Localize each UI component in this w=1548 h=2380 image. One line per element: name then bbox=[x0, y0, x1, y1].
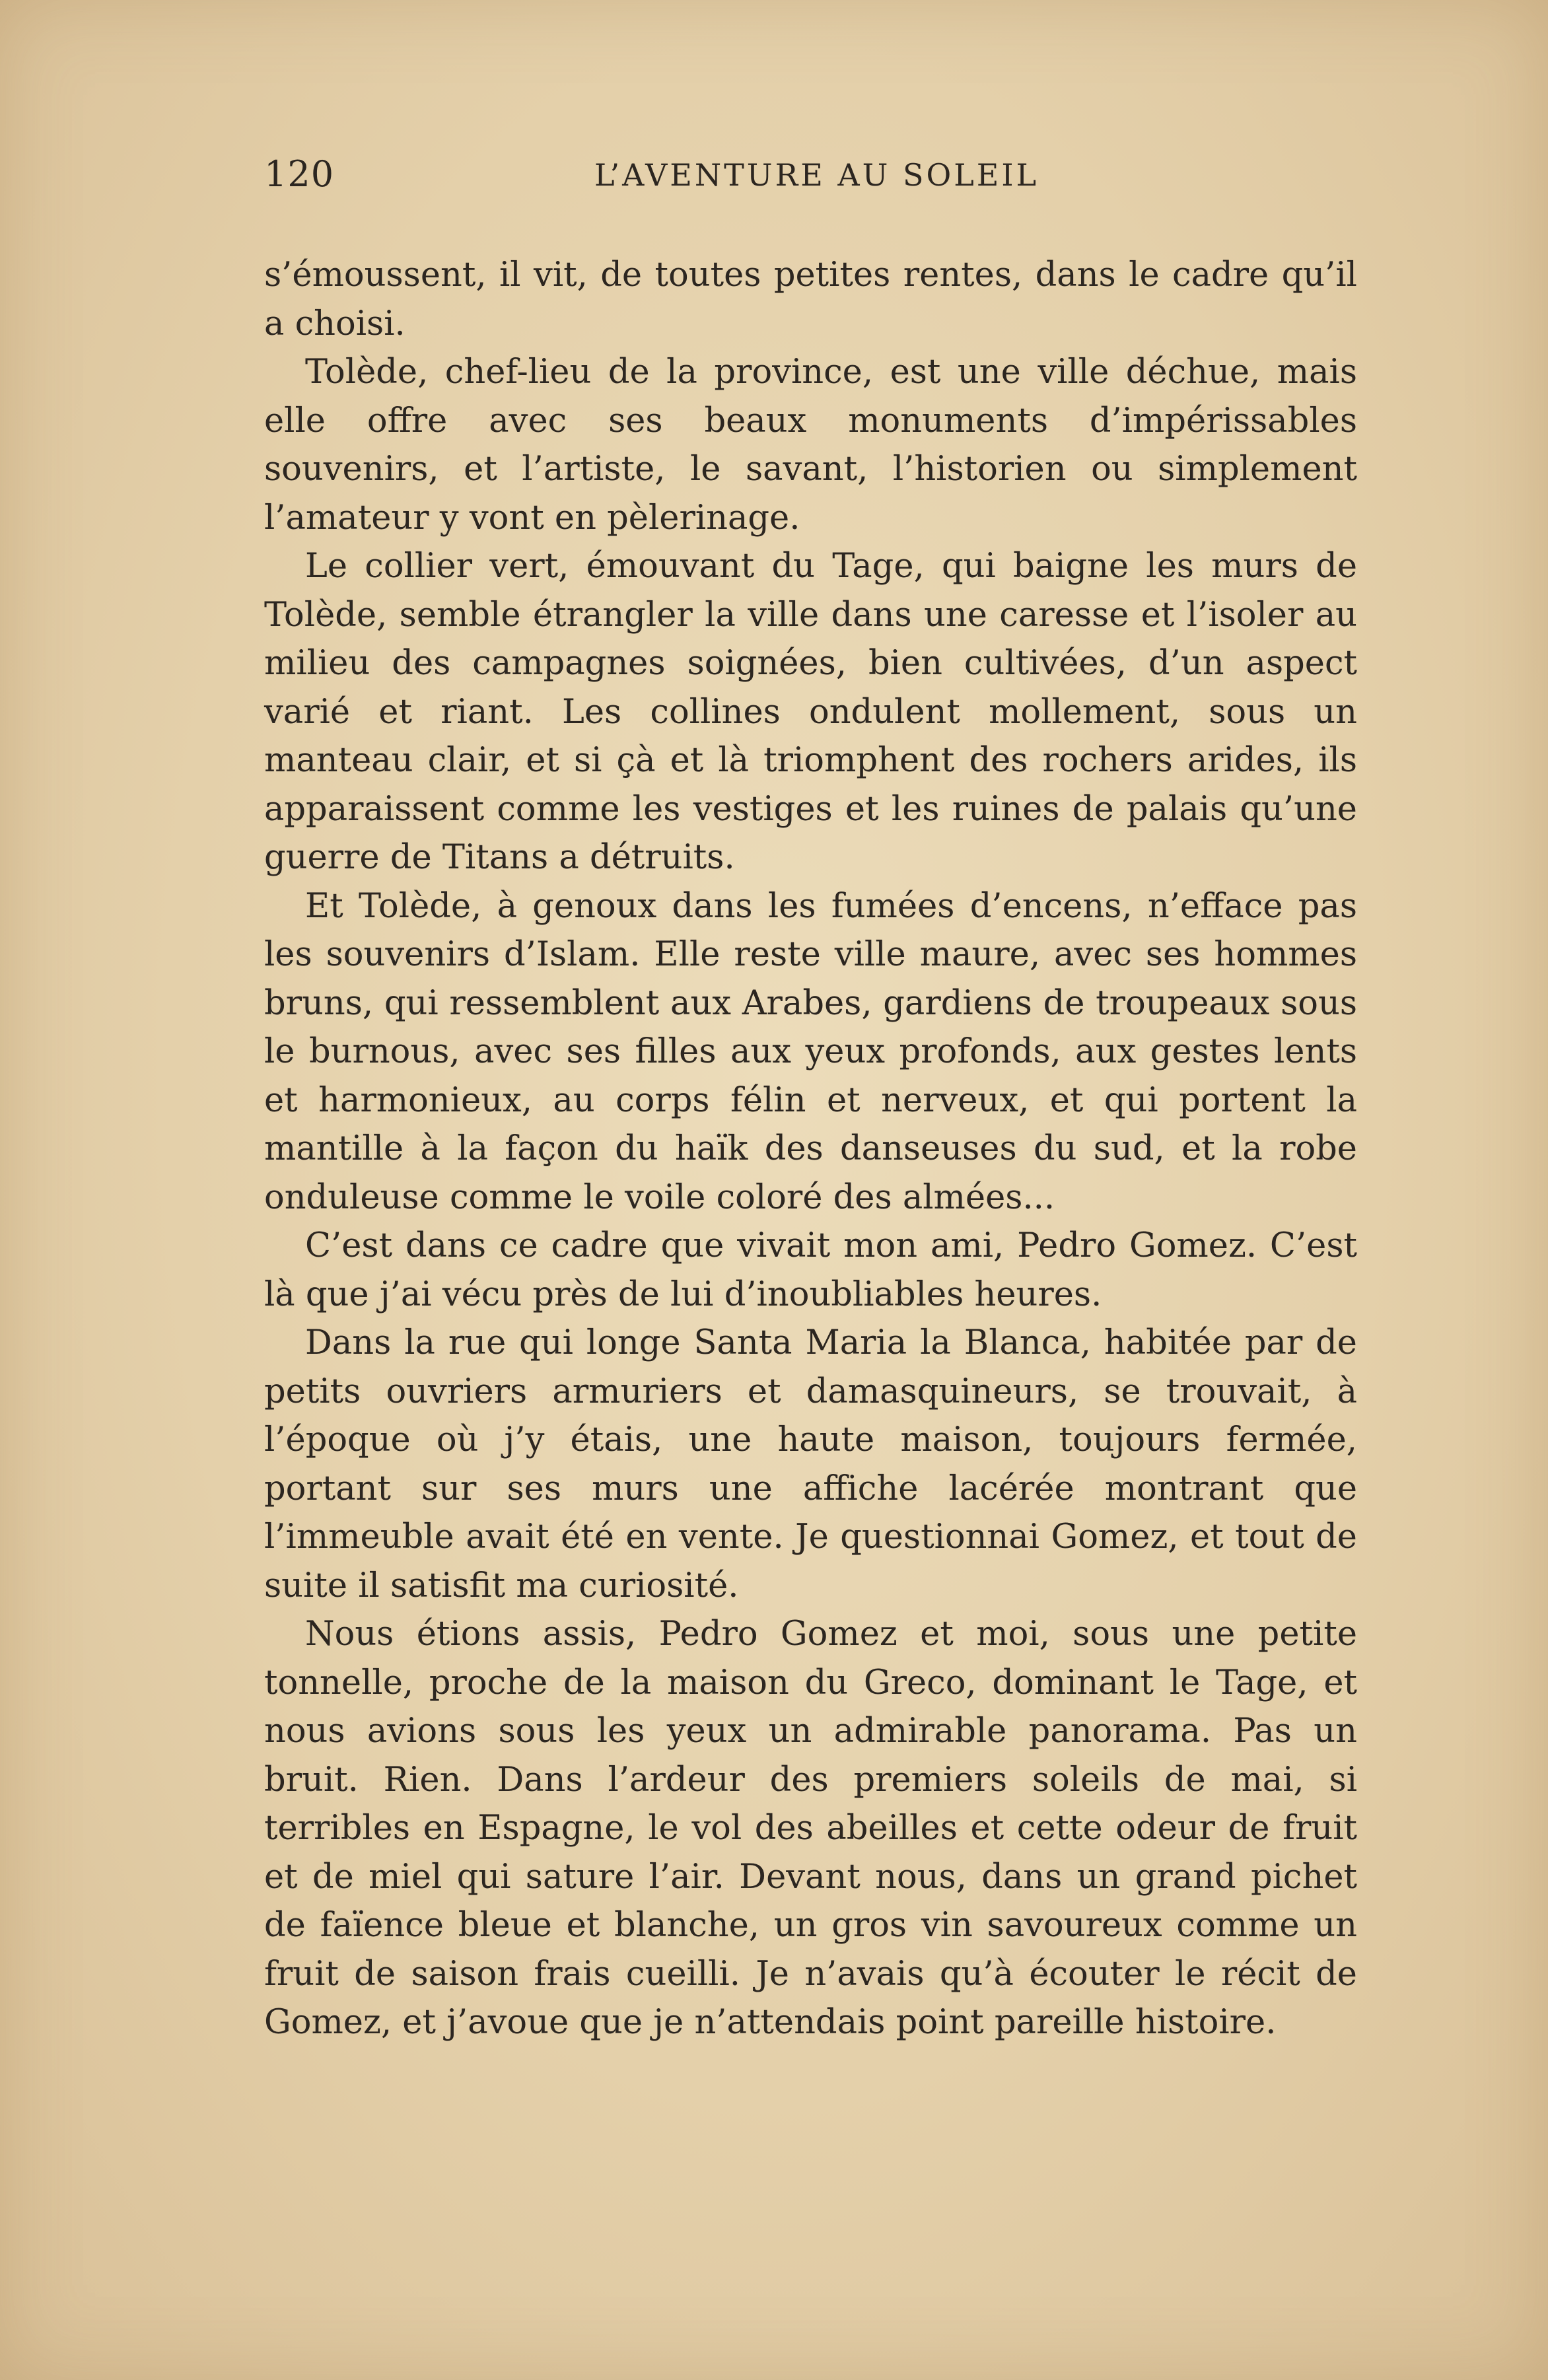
paragraph: C’est dans ce cadre que vivait mon ami, Pedro Gomez. C’est là que j’ai vécu près de lui d’inoubliables heures. bbox=[264, 1226, 1357, 1314]
running-head bbox=[264, 153, 1357, 199]
paragraph: s’émoussent, il vit, de toutes petites rentes, dans le cadre qu’il a choisi. bbox=[264, 256, 1357, 343]
paragraph: Et Tolède, à genoux dans les fumées d’encens, n’efface pas les souvenirs d’Islam. Elle reste ville maure, avec ses hommes bruns, qui ressemblent aux Arabes, gardiens de troupeaux sous le burnous, avec ses filles aux yeux profonds, aux gestes lents et harmonieux, au corps félin et nerveux, et qui portent la mantille à la façon du haïk des danseuses du sud, et la robe onduleuse comme le voile coloré des almées... bbox=[264, 886, 1357, 1217]
paragraph: Dans la rue qui longe Santa Maria la Blanca, habitée par de petits ouvriers armuriers et damasquineurs, se trouvait, à l’époque où j’y étais, une haute maison, toujours fermée, portant sur ses murs une affiche lacérée montrant que l’immeuble avait été en vente. Je questionnai Gomez, et tout de suite il satisfit ma curiosité. bbox=[264, 1323, 1357, 1605]
running-title: L’AVENTURE AU SOLEIL bbox=[594, 157, 1039, 193]
body-text bbox=[264, 251, 1357, 2047]
paragraph: Tolède, chef-lieu de la province, est une ville déchue, mais elle offre avec ses beaux monuments d’impérissables souvenirs, et l’artiste, le savant, l’historien ou simplement l’amateur y vont en pèlerinage. bbox=[264, 353, 1357, 538]
paragraph: Nous étions assis, Pedro Gomez et moi, sous une petite tonnelle, proche de la maison du Greco, dominant le Tage, et nous avions sous les yeux un admirable panorama. Pas un bruit. Rien. Dans l’ardeur des premiers soleils de mai, si terribles en Espagne, le vol des abeilles et cette odeur de fruit et de miel qui sature l’air. Devant nous, dans un grand pichet de faïence bleue et blanche, un gros vin savoureux comme un fruit de saison frais cueilli. Je n’avais qu’à écouter le récit de Gomez, et j’avoue que je n’attendais point pareille histoire. bbox=[264, 1615, 1357, 2042]
page-number: 120 bbox=[264, 153, 335, 195]
paragraph: Le collier vert, émouvant du Tage, qui baigne les murs de Tolède, semble étrangler la ville dans une caresse et l’isoler au milieu des campagnes soignées, bien cultivées, d’un aspect varié et riant. Les collines ondulent mollement, sous un manteau clair, et si çà et là triomphent des rochers arides, ils apparaissent comme les vestiges et les ruines de palais qu’une guerre de Titans a détruits. bbox=[264, 547, 1357, 877]
